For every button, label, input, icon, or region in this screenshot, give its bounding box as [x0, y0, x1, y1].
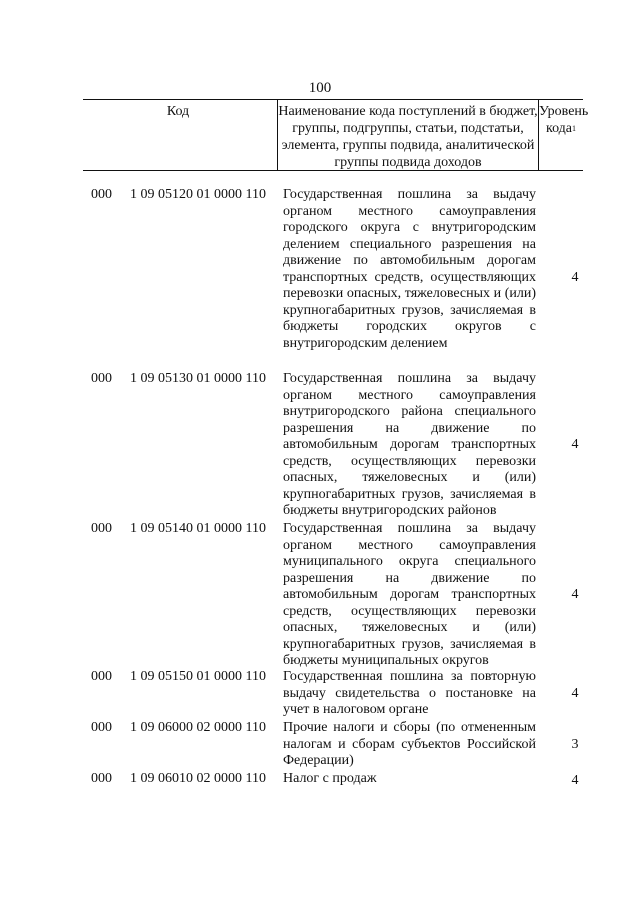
income-code: 1 09 06010 02 0000 110: [130, 771, 266, 786]
income-name: Государственная пошлина за выдачу органом местного самоуправления городского округа с внутригородским делением специального разрешения на движение по автомобильным дорогам транспортных средств, осуществляющих перевозки опасных, тяжеловесных и (или) крупногабаритных грузов, зачисляемая в бюджеты городских округов с внутригородским делением: [283, 187, 536, 351]
header-level-text: Уровень код: [539, 104, 589, 136]
income-name: Государственная пошлина за выдачу органом местного самоуправления внутригородского района специального разрешения на движение по автомобильным дорогам транспортных средств, осуществляющих перевозки опасных, тяжеловесных и (или) крупногабаритных грузов, зачисляемая в бюджеты внутригородских районов: [283, 371, 536, 518]
admin-code: 000: [91, 371, 112, 386]
income-level: 4: [571, 587, 579, 602]
header-level-suffix: а: [565, 121, 573, 136]
admin-code: 000: [91, 669, 112, 684]
income-name: Государственная пошлина за повторную выдачу свидетельства о постановке на учет в налоговом органе: [283, 669, 536, 717]
header-level: [539, 103, 589, 137]
header-name: Наименование кода поступлений в бюджет, группы, подгруппы, статьи, подстатьи, элемента, группы подвида, аналитической группы подвида доходов: [277, 100, 539, 170]
income-code: 1 09 06000 02 0000 110: [130, 720, 266, 735]
income-code: 1 09 05150 01 0000 110: [130, 669, 266, 684]
income-code: 1 09 05120 01 0000 110: [130, 187, 266, 202]
income-name: Налог с продаж: [283, 771, 377, 786]
header-level-footnote: 1: [572, 124, 577, 133]
income-name: Прочие налоги и сборы (по отмененным налогам и сборам субъектов Российской Федерации): [283, 720, 536, 768]
admin-code: 000: [91, 521, 112, 536]
admin-code: 000: [91, 187, 112, 202]
admin-code: 000: [91, 771, 112, 786]
income-level: 4: [571, 773, 579, 788]
table-header: [83, 99, 589, 171]
income-name: Государственная пошлина за выдачу органом местного самоуправления муниципального округа специального разрешения на движение по автомобильным дорогам транспортных средств, осуществляющих перевозки опасных, тяжеловесных и (или) крупногабаритных грузов, зачисляемая в бюджеты муниципальных округов: [283, 521, 536, 668]
income-code: 1 09 05140 01 0000 110: [130, 521, 266, 536]
page-number: 100: [308, 80, 332, 96]
income-code: 1 09 05130 01 0000 110: [130, 371, 266, 386]
admin-code: 000: [91, 720, 112, 735]
income-level: 4: [571, 686, 579, 701]
income-level: 3: [571, 737, 579, 752]
header-code: Код: [166, 104, 190, 119]
income-level: 4: [571, 437, 579, 452]
income-level: 4: [571, 270, 579, 285]
